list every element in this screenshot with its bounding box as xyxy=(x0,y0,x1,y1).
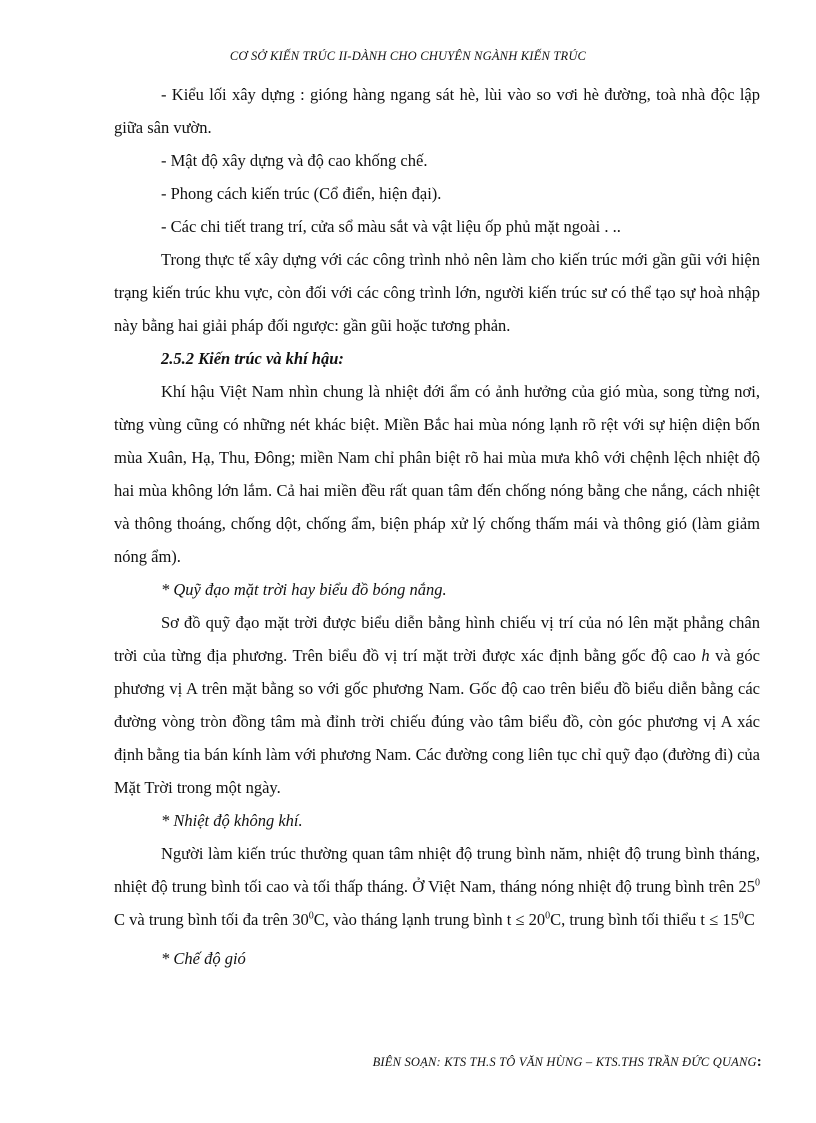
degree-superscript: 0 xyxy=(545,910,551,922)
footer-authors: BIÊN SOẠN: KTS TH.S TÔ VĂN HÙNG – KTS.THS TRẦN ĐỨC QUANG xyxy=(372,1055,757,1069)
symbol-h: h xyxy=(701,646,710,665)
paragraph-sun-path xyxy=(114,606,760,804)
bullet-building-style: - Kiểu lối xây dựng : gióng hàng ngang sát hè, lùi vào so vơi hè đường, toà nhà độc lập giữa sân vườn. xyxy=(114,85,760,137)
page-footer xyxy=(373,1054,762,1071)
text-run: C và trung bình tối đa trên 30 xyxy=(114,910,309,929)
subheading-sun-path: * Quỹ đạo mặt trời hay biểu đồ bóng nắng. xyxy=(161,580,447,599)
text-run: và góc phương vị A trên mặt bằng so với gốc phương Nam. Gốc độ cao trên biểu đồ biểu diễn bằng các đường vòng tròn đồng tâm mà đỉnh trời chiếu đúng vào tâm biểu đồ, còn góc phương vị A xác định bằng tia bán kính làm với phương Nam. Các đường cong liên tục chỉ quỹ đạo (đường đi) của Mặt Trời trong một ngày. xyxy=(114,646,760,797)
text-run: C, trung bình tối thiểu t ≤ 15 xyxy=(550,910,739,929)
bullet-architecture-style: - Phong cách kiến trúc (Cổ điển, hiện đại). xyxy=(161,184,442,203)
paragraph-integration: Trong thực tế xây dựng với các công trình nhỏ nên làm cho kiến trúc mới gần gũi với hiện trạng kiến trúc khu vực, còn đối với các công trình lớn, người kiến trúc sư có thể tạo sự hoà nhập này bằng hai giải pháp đối ngược: gần gũi hoặc tương phản. xyxy=(114,250,760,335)
paragraph-temperature xyxy=(114,837,760,936)
degree-superscript: 0 xyxy=(308,910,314,922)
bullet-decoration-details: - Các chi tiết trang trí, cửa sổ màu sắt và vật liệu ốp phủ mặt ngoài . .. xyxy=(161,217,621,236)
subheading-air-temperature: * Nhiệt độ không khí. xyxy=(161,811,303,830)
section-heading: 2.5.2 Kiến trúc và khí hậu: xyxy=(161,349,344,368)
bullet-density: - Mật độ xây dựng và độ cao khống chế. xyxy=(161,151,428,170)
degree-superscript: 0 xyxy=(738,910,744,922)
footer-colon: : xyxy=(756,1054,762,1070)
subheading-wind: * Chế độ gió xyxy=(161,949,246,968)
page-body xyxy=(114,78,760,975)
paragraph-climate: Khí hậu Việt Nam nhìn chung là nhiệt đới ẩm có ảnh hưởng của gió mùa, song từng nơi, từng vùng cũng có những nét khác biệt. Miền Bắc hai mùa nóng lạnh rõ rệt với sự hiện diện bốn mùa Xuân, Hạ, Thu, Đông; miền Nam chỉ phân biệt rõ hai mùa mưa khô với chệnh lệch nhiệt độ hai mùa không lớn lắm. Cả hai miền đều rất quan tâm đến chống nóng bằng che nắng, cách nhiệt và thông thoáng, chống dột, chống ẩm, biện pháp xử lý chống thấm mái và thông gió (làm giảm nóng ẩm). xyxy=(114,382,760,566)
degree-superscript: 0 xyxy=(755,877,760,889)
text-run: Người làm kiến trúc thường quan tâm nhiệt độ trung bình năm, nhiệt độ trung bình tháng, nhiệt độ trung bình tối cao và tối thấp tháng. Ở Việt Nam, tháng nóng nhiệt độ trung bình trên 25 xyxy=(114,844,760,896)
text-run: Sơ đồ quỹ đạo mặt trời được biểu diễn bằng hình chiếu vị trí của nó lên mặt phẳng chân trời của từng địa phương. Trên biểu đồ vị trí mặt trời được xác định bằng gốc độ cao xyxy=(114,613,760,665)
text-run: C, vào tháng lạnh trung bình t ≤ 20 xyxy=(313,910,546,929)
page-header: CƠ SỞ KIẾN TRÚC II-DÀNH CHO CHUYÊN NGÀNH KIẾN TRÚC xyxy=(229,49,587,63)
text-run: C xyxy=(743,910,755,929)
